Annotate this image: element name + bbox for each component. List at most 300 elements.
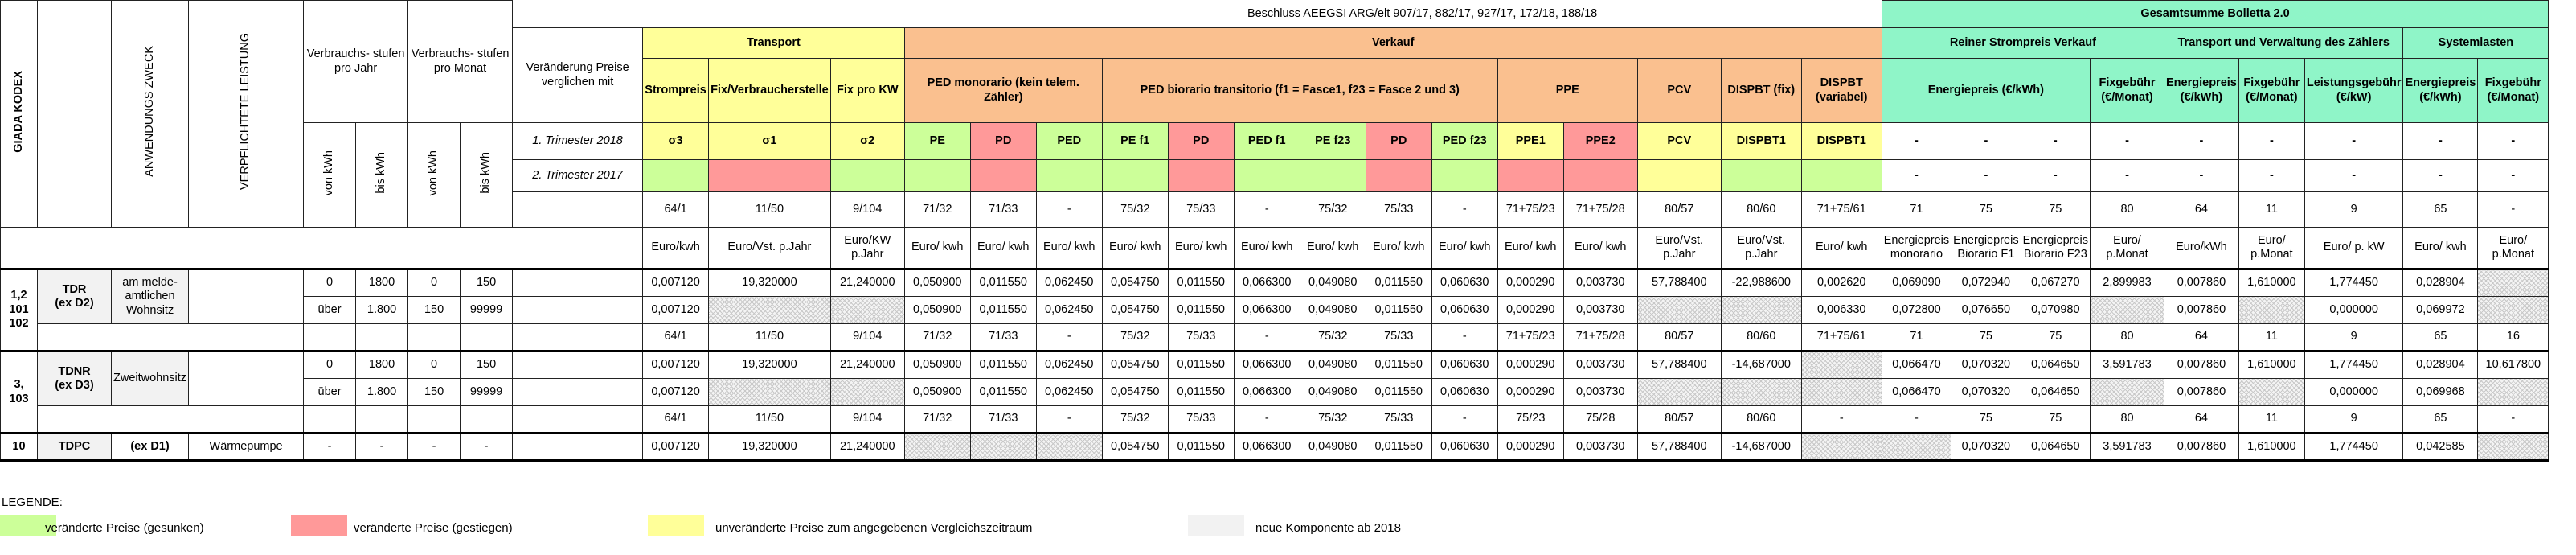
- dash-cell: -: [2403, 160, 2478, 192]
- value-cell: 0,060630: [1431, 269, 1497, 297]
- value-cell: [1801, 352, 1882, 379]
- total-cell: 1,610000: [2238, 434, 2304, 461]
- value-cell: 57,788400: [1637, 434, 1721, 461]
- pcv-header: PCV: [1637, 59, 1721, 123]
- ref-cell: -: [1234, 406, 1300, 434]
- blank-cell: [513, 324, 643, 352]
- total-cell: 0,072940: [1951, 269, 2021, 297]
- tdnr-code: 3, 103: [1, 352, 38, 434]
- fixgebuehr-sys-header: Fixgebühr (€/Monat): [2478, 59, 2549, 123]
- value-cell: 0,000290: [1497, 434, 1563, 461]
- value-cell: [1801, 434, 1882, 461]
- ref-cell: 65: [2403, 192, 2478, 228]
- value-cell: 0,002620: [1801, 269, 1882, 297]
- unit-cell: Euro/Vst. p.Jahr: [709, 228, 831, 269]
- legend-title: LEGENDE:: [2, 495, 63, 509]
- ref-cell: 64/1: [643, 324, 709, 352]
- blank-cell: [356, 406, 408, 434]
- value-cell: 0,003730: [1563, 269, 1637, 297]
- ref-cell: 64: [2164, 324, 2239, 352]
- stufe-cell: 1.800: [356, 297, 408, 324]
- ref-cell: 80: [2091, 192, 2164, 228]
- total-cell: 0,064650: [2021, 352, 2090, 379]
- unit-cell: Euro/ kwh: [1563, 228, 1637, 269]
- stufen-jahr-header: Verbrauchs- stufen pro Jahr: [304, 1, 408, 123]
- unit-cell: Euro/ kwh: [1801, 228, 1882, 269]
- total-cell: 1,774450: [2304, 434, 2403, 461]
- stufe-cell: -: [356, 434, 408, 461]
- value-cell: [1637, 297, 1721, 324]
- total-cell: 0,007860: [2164, 379, 2239, 406]
- total-cell: 3,591783: [2091, 434, 2164, 461]
- ref-cell: 71: [1882, 324, 1951, 352]
- ref-cell: 75: [1951, 324, 2021, 352]
- ref-cell: 11/50: [709, 192, 831, 228]
- stufen-monat-header: Verbrauchs- stufen pro Monat: [408, 1, 513, 123]
- value-cell: 19,320000: [709, 269, 831, 297]
- ref-cell: -: [1431, 406, 1497, 434]
- value-cell: [1721, 379, 1801, 406]
- ref-cell: 9: [2304, 192, 2403, 228]
- ref-cell: -: [1036, 406, 1102, 434]
- ref-cell: 80/60: [1721, 406, 1801, 434]
- code-cell: PED f23: [1431, 123, 1497, 160]
- total-cell: 0,028904: [2403, 352, 2478, 379]
- energiepreis-tvz-header: Energiepreis (€/kWh): [2164, 59, 2239, 123]
- fixgebuehr-tvz-header: Fixgebühr (€/Monat): [2238, 59, 2304, 123]
- dash-cell: -: [2478, 123, 2549, 160]
- total-cell: 0,067270: [2021, 269, 2090, 297]
- unit-cell: Euro/kwh: [643, 228, 709, 269]
- dash-cell: -: [1951, 123, 2021, 160]
- code-cell: PPE2: [1563, 123, 1637, 160]
- ref-cell: 71+75/61: [1801, 192, 1882, 228]
- change-cell: [1497, 160, 1563, 192]
- dash-cell: -: [2478, 160, 2549, 192]
- ref-cell: 75/32: [1300, 192, 1366, 228]
- value-cell: [709, 379, 831, 406]
- ref-cell: 80/60: [1721, 324, 1801, 352]
- ref-cell: 11: [2238, 192, 2304, 228]
- stufe-cell: 150: [408, 379, 461, 406]
- change-cell: [1721, 160, 1801, 192]
- total-cell: [2091, 297, 2164, 324]
- legend-yellow-label: unveränderte Preise zum angegebenen Vergleichszeitraum: [715, 521, 1033, 535]
- stufe-cell: 1.800: [356, 379, 408, 406]
- total-cell: 0,042585: [2403, 434, 2478, 461]
- ref-cell: 64: [2164, 406, 2239, 434]
- legend-grey-label: neue Komponente ab 2018: [1255, 521, 1401, 535]
- value-cell: 0,011550: [1168, 297, 1234, 324]
- dash-cell: -: [2403, 123, 2478, 160]
- total-cell: [2478, 379, 2549, 406]
- ref-cell: 75: [1951, 406, 2021, 434]
- total-cell: 0,000000: [2304, 379, 2403, 406]
- value-cell: 0,050900: [904, 297, 970, 324]
- dash-cell: -: [2304, 160, 2403, 192]
- zweck-header: ANWENDUNGS ZWECK: [112, 1, 189, 228]
- unit-cell: Energiepreis Biorario F1: [1951, 228, 2021, 269]
- unit-cell: Euro/ kwh: [1366, 228, 1431, 269]
- ref-cell: 75/33: [1168, 324, 1234, 352]
- value-cell: 0,000290: [1497, 352, 1563, 379]
- value-cell: 0,007120: [643, 269, 709, 297]
- value-cell: 0,011550: [970, 379, 1036, 406]
- blank-cell: [513, 1, 643, 28]
- unit-cell: Euro/ kwh: [1102, 228, 1168, 269]
- ref-cell: 75/28: [1563, 406, 1637, 434]
- blank-cell: [513, 297, 643, 324]
- total-cell: 0,028904: [2403, 269, 2478, 297]
- value-cell: 0,050900: [904, 269, 970, 297]
- code-cell: PCV: [1637, 123, 1721, 160]
- ref-cell: 75/33: [1168, 192, 1234, 228]
- value-cell: 0,011550: [970, 352, 1036, 379]
- ref-cell: 75/32: [1102, 406, 1168, 434]
- value-cell: -14,687000: [1721, 352, 1801, 379]
- value-cell: 0,054750: [1102, 434, 1168, 461]
- code-cell: PED: [1036, 123, 1102, 160]
- value-cell: [1637, 379, 1721, 406]
- change-cell: [1036, 160, 1102, 192]
- system-header: Systemlasten: [2403, 28, 2549, 59]
- ref-cell: -: [2478, 192, 2549, 228]
- ref-cell: 11/50: [709, 406, 831, 434]
- ref-cell: -: [1882, 406, 1951, 434]
- ref-cell: 80/57: [1637, 406, 1721, 434]
- bis-kwh-header: bis kWh: [356, 123, 408, 228]
- tdnr-zweck: Zweitwohnsitz: [112, 352, 189, 406]
- code-cell: PED f1: [1234, 123, 1300, 160]
- blank-cell: [461, 324, 513, 352]
- bis-kwh-m-header: bis kWh: [461, 123, 513, 228]
- ref-cell: 71+75/28: [1563, 324, 1637, 352]
- unit-cell: Euro/Vst. p.Jahr: [1721, 228, 1801, 269]
- total-cell: 0,007860: [2164, 434, 2239, 461]
- code-cell: PE f1: [1102, 123, 1168, 160]
- blank-cell: [408, 324, 461, 352]
- value-cell: 0,050900: [904, 379, 970, 406]
- change-cell: [1234, 160, 1300, 192]
- value-cell: 0,011550: [970, 269, 1036, 297]
- value-cell: 0,011550: [1366, 297, 1431, 324]
- ref-cell: 80/57: [1637, 192, 1721, 228]
- gesamt-header: Gesamtsumme Bolletta 2.0: [1882, 1, 2549, 28]
- ref-cell: 9: [2304, 406, 2403, 434]
- dash-cell: -: [2164, 123, 2239, 160]
- energiepreis-header: Energiepreis (€/kWh): [1882, 59, 2090, 123]
- value-cell: 0,011550: [1366, 352, 1431, 379]
- ref-cell: 65: [2403, 406, 2478, 434]
- ppe-header: PPE: [1497, 59, 1637, 123]
- change-cell: [1563, 160, 1637, 192]
- ref-cell: 71/33: [970, 192, 1036, 228]
- dash-cell: -: [1882, 123, 1951, 160]
- total-cell: 0,070320: [1951, 434, 2021, 461]
- value-cell: 0,049080: [1300, 379, 1366, 406]
- total-cell: 1,610000: [2238, 269, 2304, 297]
- change-cell: [904, 160, 970, 192]
- blank-cell: [1637, 1, 1882, 28]
- leistung-header: VERPFLICHTETE LEISTUNG: [189, 1, 304, 228]
- value-cell: 0,049080: [1300, 269, 1366, 297]
- total-cell: [2091, 379, 2164, 406]
- von-kwh-header: von kWh: [304, 123, 356, 228]
- ref-cell: -: [1801, 406, 1882, 434]
- ref-cell: 9: [2304, 324, 2403, 352]
- change-cell: [1801, 160, 1882, 192]
- tdpc-code: 10: [1, 434, 38, 461]
- code-cell: DISPBT1: [1801, 123, 1882, 160]
- total-cell: 0,064650: [2021, 434, 2090, 461]
- blank-cell: [513, 379, 643, 406]
- total-cell: [2238, 297, 2304, 324]
- total-cell: [1882, 434, 1951, 461]
- unit-cell: Euro/ kwh: [1234, 228, 1300, 269]
- unit-cell: Euro/ kwh: [1036, 228, 1102, 269]
- change-cell: [643, 160, 709, 192]
- value-cell: [709, 297, 831, 324]
- value-cell: 0,000290: [1497, 379, 1563, 406]
- dash-cell: -: [2091, 123, 2164, 160]
- total-cell: [2478, 434, 2549, 461]
- tdr-name: TDR (ex D2): [38, 269, 112, 324]
- ref-cell: -: [1036, 324, 1102, 352]
- code-cell: σ3: [643, 123, 709, 160]
- unit-cell: Euro/ kwh: [904, 228, 970, 269]
- value-cell: [970, 434, 1036, 461]
- value-cell: 57,788400: [1637, 352, 1721, 379]
- value-cell: 0,066300: [1234, 379, 1300, 406]
- total-cell: [2478, 269, 2549, 297]
- unit-cell: Euro/ p.Monat: [2478, 228, 2549, 269]
- value-cell: 0,007120: [643, 434, 709, 461]
- stufe-cell: über: [304, 297, 356, 324]
- dash-cell: -: [2021, 123, 2090, 160]
- ref-cell: 16: [2478, 324, 2549, 352]
- tdr-code: 1,2 101 102: [1, 269, 38, 352]
- ref-cell: 71: [1882, 192, 1951, 228]
- value-cell: 0,011550: [1366, 379, 1431, 406]
- verkauf-header: Verkauf: [904, 28, 1882, 59]
- ref-cell: 75/32: [1300, 324, 1366, 352]
- total-cell: 0,069090: [1882, 269, 1951, 297]
- value-cell: 0,011550: [1168, 379, 1234, 406]
- ref-cell: 75/32: [1102, 192, 1168, 228]
- value-cell: 0,006330: [1801, 297, 1882, 324]
- code-cell: PE f23: [1300, 123, 1366, 160]
- dash-cell: -: [2021, 160, 2090, 192]
- value-cell: 0,049080: [1300, 434, 1366, 461]
- value-cell: 0,062450: [1036, 352, 1102, 379]
- value-cell: 0,066300: [1234, 434, 1300, 461]
- stufe-cell: 1800: [356, 352, 408, 379]
- ref-cell: 71/33: [970, 406, 1036, 434]
- total-cell: 0,066470: [1882, 379, 1951, 406]
- stufe-cell: 150: [408, 297, 461, 324]
- stufe-cell: -: [304, 434, 356, 461]
- value-cell: -14,687000: [1721, 434, 1801, 461]
- ref-cell: -: [1036, 192, 1102, 228]
- value-cell: 0,050900: [904, 352, 970, 379]
- unit-cell: Euro/ p.Monat: [2238, 228, 2304, 269]
- value-cell: 0,003730: [1563, 379, 1637, 406]
- ref-cell: 75/32: [1300, 406, 1366, 434]
- code-header: [38, 1, 112, 228]
- total-cell: 1,774450: [2304, 269, 2403, 297]
- code-cell: DISPBT1: [1721, 123, 1801, 160]
- value-cell: 0,011550: [1168, 352, 1234, 379]
- total-cell: 0,007860: [2164, 352, 2239, 379]
- value-cell: 0,060630: [1431, 434, 1497, 461]
- ref-cell: -: [1431, 192, 1497, 228]
- total-cell: [2478, 297, 2549, 324]
- value-cell: 0,011550: [1168, 434, 1234, 461]
- value-cell: 0,062450: [1036, 269, 1102, 297]
- dash-cell: -: [2238, 123, 2304, 160]
- blank-cell: [38, 406, 304, 434]
- blank-cell: [461, 406, 513, 434]
- ref-cell: 11: [2238, 406, 2304, 434]
- decree-text: Beschluss AEEGSI ARG/elt 907/17, 882/17, 927/17, 172/18, 188/18: [643, 1, 1638, 28]
- value-cell: 0,054750: [1102, 379, 1168, 406]
- value-cell: 0,049080: [1300, 352, 1366, 379]
- value-cell: 0,066300: [1234, 352, 1300, 379]
- leistung-tvz-header: Leistungsgebühr (€/kW): [2304, 59, 2403, 123]
- value-cell: 0,000290: [1497, 297, 1563, 324]
- ref-cell: 71+75/28: [1563, 192, 1637, 228]
- stufe-cell: 99999: [461, 379, 513, 406]
- change-cell: [1366, 160, 1431, 192]
- stufe-cell: 150: [461, 269, 513, 297]
- total-cell: 0,007860: [2164, 297, 2239, 324]
- value-cell: [1036, 434, 1102, 461]
- value-cell: [830, 379, 904, 406]
- code-cell: PD: [1366, 123, 1431, 160]
- value-cell: 0,054750: [1102, 269, 1168, 297]
- tdnr-name: TDNR (ex D3): [38, 352, 112, 406]
- stufe-cell: 0: [408, 352, 461, 379]
- ref-cell: 75/23: [1497, 406, 1563, 434]
- blank-cell: [1, 228, 643, 269]
- stufe-cell: 1800: [356, 269, 408, 297]
- ref-cell: 64: [2164, 192, 2239, 228]
- value-cell: 0,011550: [970, 297, 1036, 324]
- ref-cell: 80/57: [1637, 324, 1721, 352]
- legend-red-label: veränderte Preise (gestiegen): [354, 521, 513, 535]
- stufe-cell: 99999: [461, 297, 513, 324]
- value-cell: 0,007120: [643, 297, 709, 324]
- tdr-zweck: am melde-amtlichen Wohnsitz: [112, 269, 189, 324]
- value-cell: 0,060630: [1431, 379, 1497, 406]
- total-cell: 0,069972: [2403, 297, 2478, 324]
- stufe-cell: 0: [408, 269, 461, 297]
- change-cell: [1102, 160, 1168, 192]
- blank-cell: [38, 324, 304, 352]
- stufe-cell: -: [461, 434, 513, 461]
- value-cell: 19,320000: [709, 434, 831, 461]
- energiepreis-sys-header: Energiepreis (€/kWh): [2403, 59, 2478, 123]
- blank-cell: [189, 352, 304, 406]
- total-cell: 0,070980: [2021, 297, 2090, 324]
- change-cell: [1168, 160, 1234, 192]
- legend-green-label: veränderte Preise (gesunken): [45, 521, 204, 535]
- fixkw-header: Fix pro KW: [830, 59, 904, 123]
- ref-cell: 71/33: [970, 324, 1036, 352]
- value-cell: [904, 434, 970, 461]
- ref-cell: 65: [2403, 324, 2478, 352]
- dash-cell: -: [2238, 160, 2304, 192]
- value-cell: 19,320000: [709, 352, 831, 379]
- strompreis-header: Strompreis: [643, 59, 709, 123]
- ref-cell: -: [2478, 406, 2549, 434]
- dash-cell: -: [1882, 160, 1951, 192]
- fixverbr-header: Fix/Verbraucherstelle: [709, 59, 831, 123]
- ref-cell: 75/33: [1366, 324, 1431, 352]
- value-cell: 0,062450: [1036, 297, 1102, 324]
- blank-cell: [513, 192, 643, 228]
- value-cell: 0,054750: [1102, 297, 1168, 324]
- ref-cell: -: [1234, 324, 1300, 352]
- value-cell: 21,240000: [830, 434, 904, 461]
- value-cell: 57,788400: [1637, 269, 1721, 297]
- dash-cell: -: [2091, 160, 2164, 192]
- unit-cell: Energiepreis Biorario F23: [2021, 228, 2090, 269]
- total-cell: 0,066470: [1882, 352, 1951, 379]
- ref-cell: 75/33: [1168, 406, 1234, 434]
- unit-cell: Euro/KW p.Jahr: [830, 228, 904, 269]
- ref-cell: 80: [2091, 324, 2164, 352]
- value-cell: 0,000290: [1497, 269, 1563, 297]
- ref-cell: 75: [2021, 192, 2090, 228]
- stufe-cell: 0: [304, 269, 356, 297]
- tdpc-name: TDPC: [38, 434, 112, 461]
- value-cell: 0,066300: [1234, 269, 1300, 297]
- blank-cell: [304, 406, 356, 434]
- value-cell: 0,049080: [1300, 297, 1366, 324]
- value-cell: 0,007120: [643, 379, 709, 406]
- unit-cell: Euro/ kwh: [1168, 228, 1234, 269]
- blank-cell: [513, 352, 643, 379]
- value-cell: [1721, 297, 1801, 324]
- ref-cell: 71/32: [904, 192, 970, 228]
- ref-cell: 9/104: [830, 192, 904, 228]
- value-cell: 0,003730: [1563, 297, 1637, 324]
- value-cell: 21,240000: [830, 269, 904, 297]
- q2-2017-label: 2. Trimester 2017: [513, 160, 643, 192]
- ref-cell: 75: [2021, 406, 2090, 434]
- ref-cell: 64/1: [643, 192, 709, 228]
- dash-cell: -: [2164, 160, 2239, 192]
- legend-yellow-swatch: [648, 515, 704, 536]
- value-cell: 0,011550: [1168, 269, 1234, 297]
- total-cell: 0,070320: [1951, 352, 2021, 379]
- ref-cell: 75/33: [1366, 406, 1431, 434]
- value-cell: 0,007120: [643, 352, 709, 379]
- unit-cell: Euro/ kwh: [2403, 228, 2478, 269]
- legend-red-swatch: [291, 515, 347, 536]
- vergleich-header: Veränderung Preise verglichen mit: [513, 28, 643, 123]
- change-cell: [1637, 160, 1721, 192]
- unit-cell: Energiepreis monorario: [1882, 228, 1951, 269]
- stufe-cell: 0: [304, 352, 356, 379]
- tdpc-exd: (ex D1): [112, 434, 189, 461]
- total-cell: 10,617800: [2478, 352, 2549, 379]
- value-cell: 0,003730: [1563, 352, 1637, 379]
- ref-cell: 80/60: [1721, 192, 1801, 228]
- change-cell: [1300, 160, 1366, 192]
- blank-cell: [513, 406, 643, 434]
